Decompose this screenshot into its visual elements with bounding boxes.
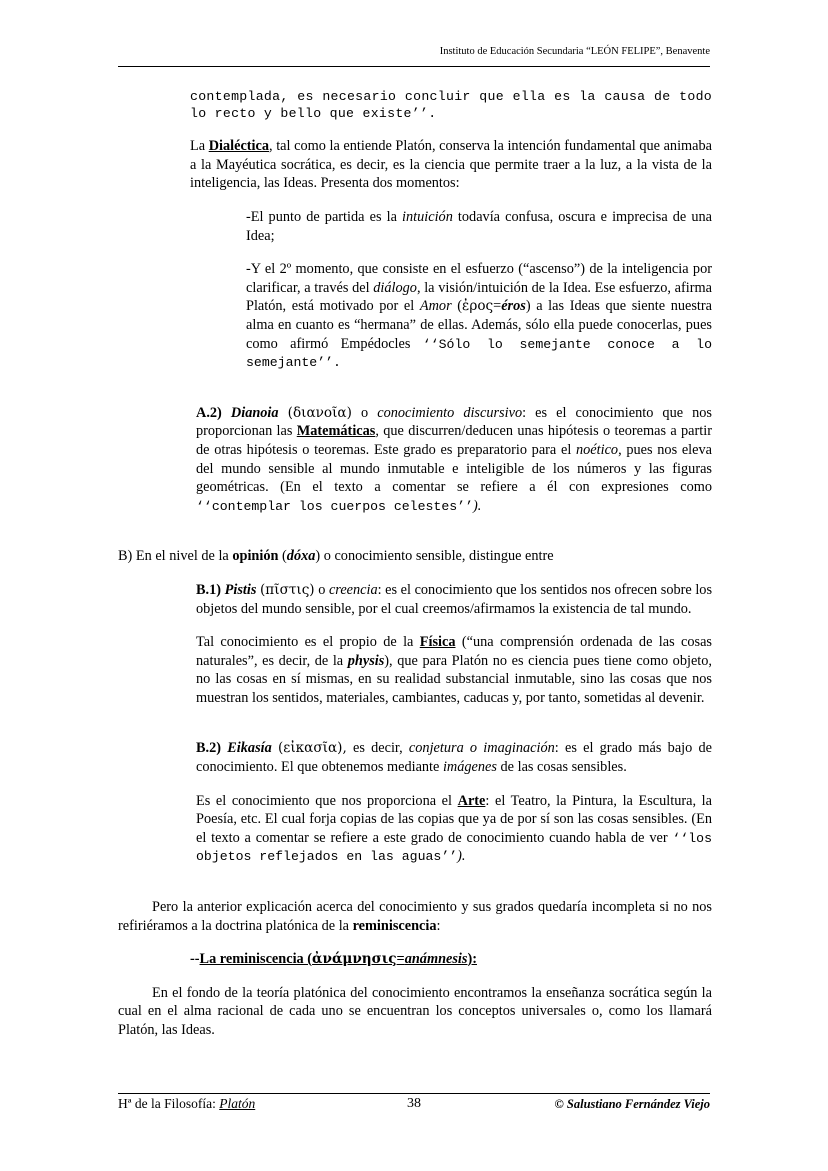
term-eikasia: Eikasía — [227, 740, 272, 757]
text-rest: , tal como la entiende Platón, conserva la intención fundamental que animaba a la Mayéutica socrática, es decir, es la ciencia que permite traer a la luz, a la vista de la inteligencia, las Ideas. Presenta dos momentos: — [190, 138, 712, 192]
footer-subject-topic: Platón — [219, 1096, 256, 1111]
greek-dianoia: (διανοῖα) — [287, 404, 352, 421]
term-reminiscencia: reminiscencia — [352, 917, 437, 934]
paragraph-b1-fisica — [196, 633, 712, 707]
text-2: : el Teatro, la Pintura, la Escultura, la Poesía, etc. El cual forja copias de las copias que ya de por sí son las cosas sensibles. (En el texto a comentar se refiere a este grado de conocimiento cuando habla de ver — [196, 792, 712, 846]
text-2: (“una comprensión ordenada de las cosas naturales”, es decir, de la — [196, 634, 712, 669]
text-3: ) o conocimiento sensible, distingue entre — [315, 548, 554, 565]
text-4: ). — [472, 497, 482, 514]
footer-divider — [118, 1093, 710, 1094]
paragraph-a2-dianoia — [196, 404, 712, 516]
text-1: es decir, — [346, 740, 409, 757]
text-4: = — [493, 298, 502, 315]
emphasis-conocimiento-discursivo: conocimiento discursivo — [377, 404, 523, 421]
text-3: de las cosas sensibles. — [496, 759, 627, 776]
paragraph-moment-1 — [246, 208, 712, 245]
text-1: Pero la anterior explicación acerca del conocimiento y sus grados quedaría incompleta si no nos refiriéramos a la doctrina platónica de la — [118, 899, 712, 934]
emphasis-imagenes: imágenes — [442, 759, 497, 776]
text-2: : es el grado más bajo de conocimiento. El que obtenemos mediante — [196, 740, 713, 776]
text-2: , la visión/intuición de la Idea. Ese esfuerzo, afirma Platón, está motivado por el — [246, 279, 712, 315]
page-header — [118, 46, 710, 57]
dashes: -- — [190, 951, 200, 968]
text-3: , pues nos eleva del mundo sensible al mundo inmutable e inteligible de los números y las figuras geométricas. (En el texto a comentar se refiere a él con expresiones como — [196, 442, 712, 496]
term-dialectica: Dialéctica — [208, 138, 270, 155]
text-1: -Y el 2º momento, que consiste en el esfuerzo (“ascenso”) de la inteligencia por clarificar, a través del — [246, 261, 712, 296]
emphasis-eros: éros — [501, 298, 526, 315]
term-dianoia: Dianoia — [230, 404, 279, 421]
page-footer — [118, 1096, 710, 1120]
term-pistis: Pistis — [224, 581, 257, 598]
header-divider — [118, 66, 710, 67]
emphasis-noetico: noético — [576, 442, 619, 459]
text-2: , que discurren/deducen unas hipótesis o teoremas a partir de otras hipótesis o teoremas. Este grado es preparatorio para el — [196, 423, 712, 459]
quote-objetos-reflejados: ‘‘los objetos reflejados en las aguas’’ — [196, 830, 712, 865]
emphasis-creencia: creencia — [328, 581, 378, 598]
term-fisica: Física — [419, 634, 456, 651]
text-lead: La — [190, 138, 209, 155]
text-2: ( — [278, 548, 287, 565]
text-post: todavía confusa, oscura e imprecisa de una Idea; — [246, 209, 712, 244]
equals: = — [396, 951, 405, 968]
text-pre: -El punto de partida es la — [246, 209, 403, 226]
paragraph-moment-2 — [246, 260, 712, 372]
header-institution: Instituto de Educación Secundaria “LEÓN FELIPE”, Benavente — [439, 46, 710, 57]
greek-anamnesis: ἀνάμνησις — [312, 951, 397, 968]
term-matematicas: Matemáticas — [296, 423, 376, 440]
text-3: ), que para Platón no es ciencia pues tiene como objeto, no las cosas en sí mismas, en su realidad substancial inmutable, sino las cosas que nos muestran los sentidos, materiales, cambiantes, caducas y, por tanto, sometidas al devenir. — [196, 652, 712, 706]
page-body — [118, 88, 712, 1040]
term-arte: Arte — [457, 792, 486, 809]
emphasis-conjetura: conjetura o imaginación — [408, 740, 555, 757]
heading-close: ): — [467, 951, 477, 968]
paragraph-reminiscencia-intro — [118, 898, 712, 935]
text-o: o — [351, 404, 378, 421]
term-physis: physis — [347, 652, 385, 669]
greek-eros: ἐρος — [462, 298, 494, 315]
paragraph-quote-top: contemplada, es necesario concluir que ella es la causa de todo lo recto y bello que existe’’. — [190, 89, 712, 122]
emphasis-dialogo: diálogo — [373, 279, 417, 296]
text-5: ) a las Ideas que siente nuestra alma en cuanto es “hermana” de ellas. Además, sólo ella puede conocerlas, pues como afirmó Empédocles — [246, 298, 713, 352]
term-doxa: dóxa — [286, 548, 316, 565]
quote-empedocles: ‘‘Sólo lo semejante conoce a lo semejante’’. — [246, 336, 713, 371]
heading-reminiscencia — [190, 950, 712, 969]
text-3: ). — [457, 848, 466, 865]
greek-eikasia: (εἰκασῖα), — [278, 740, 347, 757]
text-1: B) En el nivel de la — [118, 548, 233, 565]
quote-contemplar: ‘‘contemplar los cuerpos celestes’’ — [196, 498, 473, 514]
paragraph-dialectica — [190, 137, 712, 193]
paragraph-reminiscencia-body: En el fondo de la teoría platónica del conocimiento encontramos la enseñanza socrática según la cual en el alma racional de cada uno se encuentran los conceptos universales o, como los llamará Platón, las Ideas. — [118, 984, 712, 1039]
text-1: : es el conocimiento que los sentidos nos ofrecen sobre los objetos del mundo sensible, por el cual creemos/afirmamos la existencia de tal mundo. — [196, 581, 713, 617]
greek-pistis: (πῖστις) — [260, 581, 315, 598]
text-1: : es el conocimiento que nos proporcionan las — [196, 404, 712, 440]
paragraph-b2-arte — [196, 792, 712, 866]
text-2: : — [436, 917, 441, 934]
emphasis-anamnesis: anámnesis — [404, 951, 468, 968]
paragraph-b1-pistis — [196, 581, 712, 618]
heading-title: La reminiscencia ( — [199, 951, 313, 968]
term-opinion: opinión — [232, 548, 279, 565]
paragraph-b2-eikasia — [196, 739, 712, 776]
footer-subject-label: Hª de la Filosofía: — [118, 1096, 216, 1111]
label-a2: A.2) — [196, 404, 222, 421]
page-number: 38 — [407, 1096, 421, 1111]
emphasis-amor: Amor — [419, 298, 452, 315]
text-1: Es el conocimiento que nos proporciona el — [196, 792, 458, 809]
paragraph-b-intro — [118, 547, 712, 566]
text-1: Tal conocimiento es el propio de la — [196, 634, 420, 651]
text-o: o — [314, 581, 329, 598]
label-b2: B.2) — [196, 740, 222, 757]
emphasis-intuicion: intuición — [402, 209, 453, 226]
label-b1: B.1) — [196, 581, 222, 598]
footer-credit: © Salustiano Fernández Viejo — [554, 1097, 710, 1111]
text-3: ( — [451, 298, 463, 315]
